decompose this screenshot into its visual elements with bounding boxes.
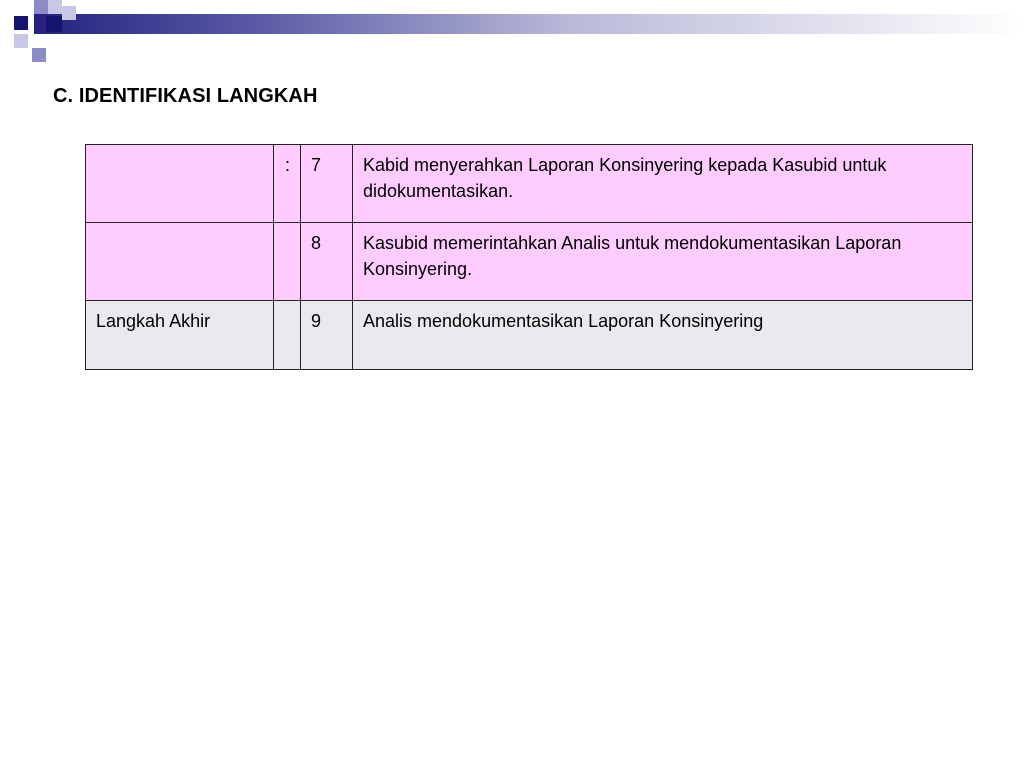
step-description: Kasubid memerintahkan Analis untuk mendokumentasikan Laporan Konsinyering. bbox=[353, 223, 973, 301]
decor-square-mid bbox=[34, 0, 48, 14]
decor-square-mid bbox=[32, 48, 46, 62]
table-row bbox=[86, 223, 973, 301]
row-label: Langkah Akhir bbox=[86, 301, 274, 370]
row-colon: : bbox=[274, 145, 301, 223]
decor-square-light bbox=[48, 0, 62, 14]
row-colon bbox=[274, 223, 301, 301]
step-description: Kabid menyerahkan Laporan Konsinyering kepada Kasubid untuk didokumentasikan. bbox=[353, 145, 973, 223]
page-title: C. IDENTIFIKASI LANGKAH bbox=[53, 85, 318, 107]
row-label bbox=[86, 145, 274, 223]
table-row bbox=[86, 145, 973, 223]
step-number: 7 bbox=[301, 145, 353, 223]
steps-table bbox=[85, 144, 973, 370]
step-number: 9 bbox=[301, 301, 353, 370]
decor-square-light bbox=[14, 34, 28, 48]
decor-square-light bbox=[62, 6, 76, 20]
header-gradient-bar bbox=[0, 14, 1024, 34]
row-colon bbox=[274, 301, 301, 370]
step-description: Analis mendokumentasikan Laporan Konsinyering bbox=[353, 301, 973, 370]
step-number: 8 bbox=[301, 223, 353, 301]
decor-square-dark bbox=[14, 16, 28, 30]
row-label bbox=[86, 223, 274, 301]
decor-square-dark bbox=[46, 16, 62, 32]
table-row bbox=[86, 301, 973, 370]
